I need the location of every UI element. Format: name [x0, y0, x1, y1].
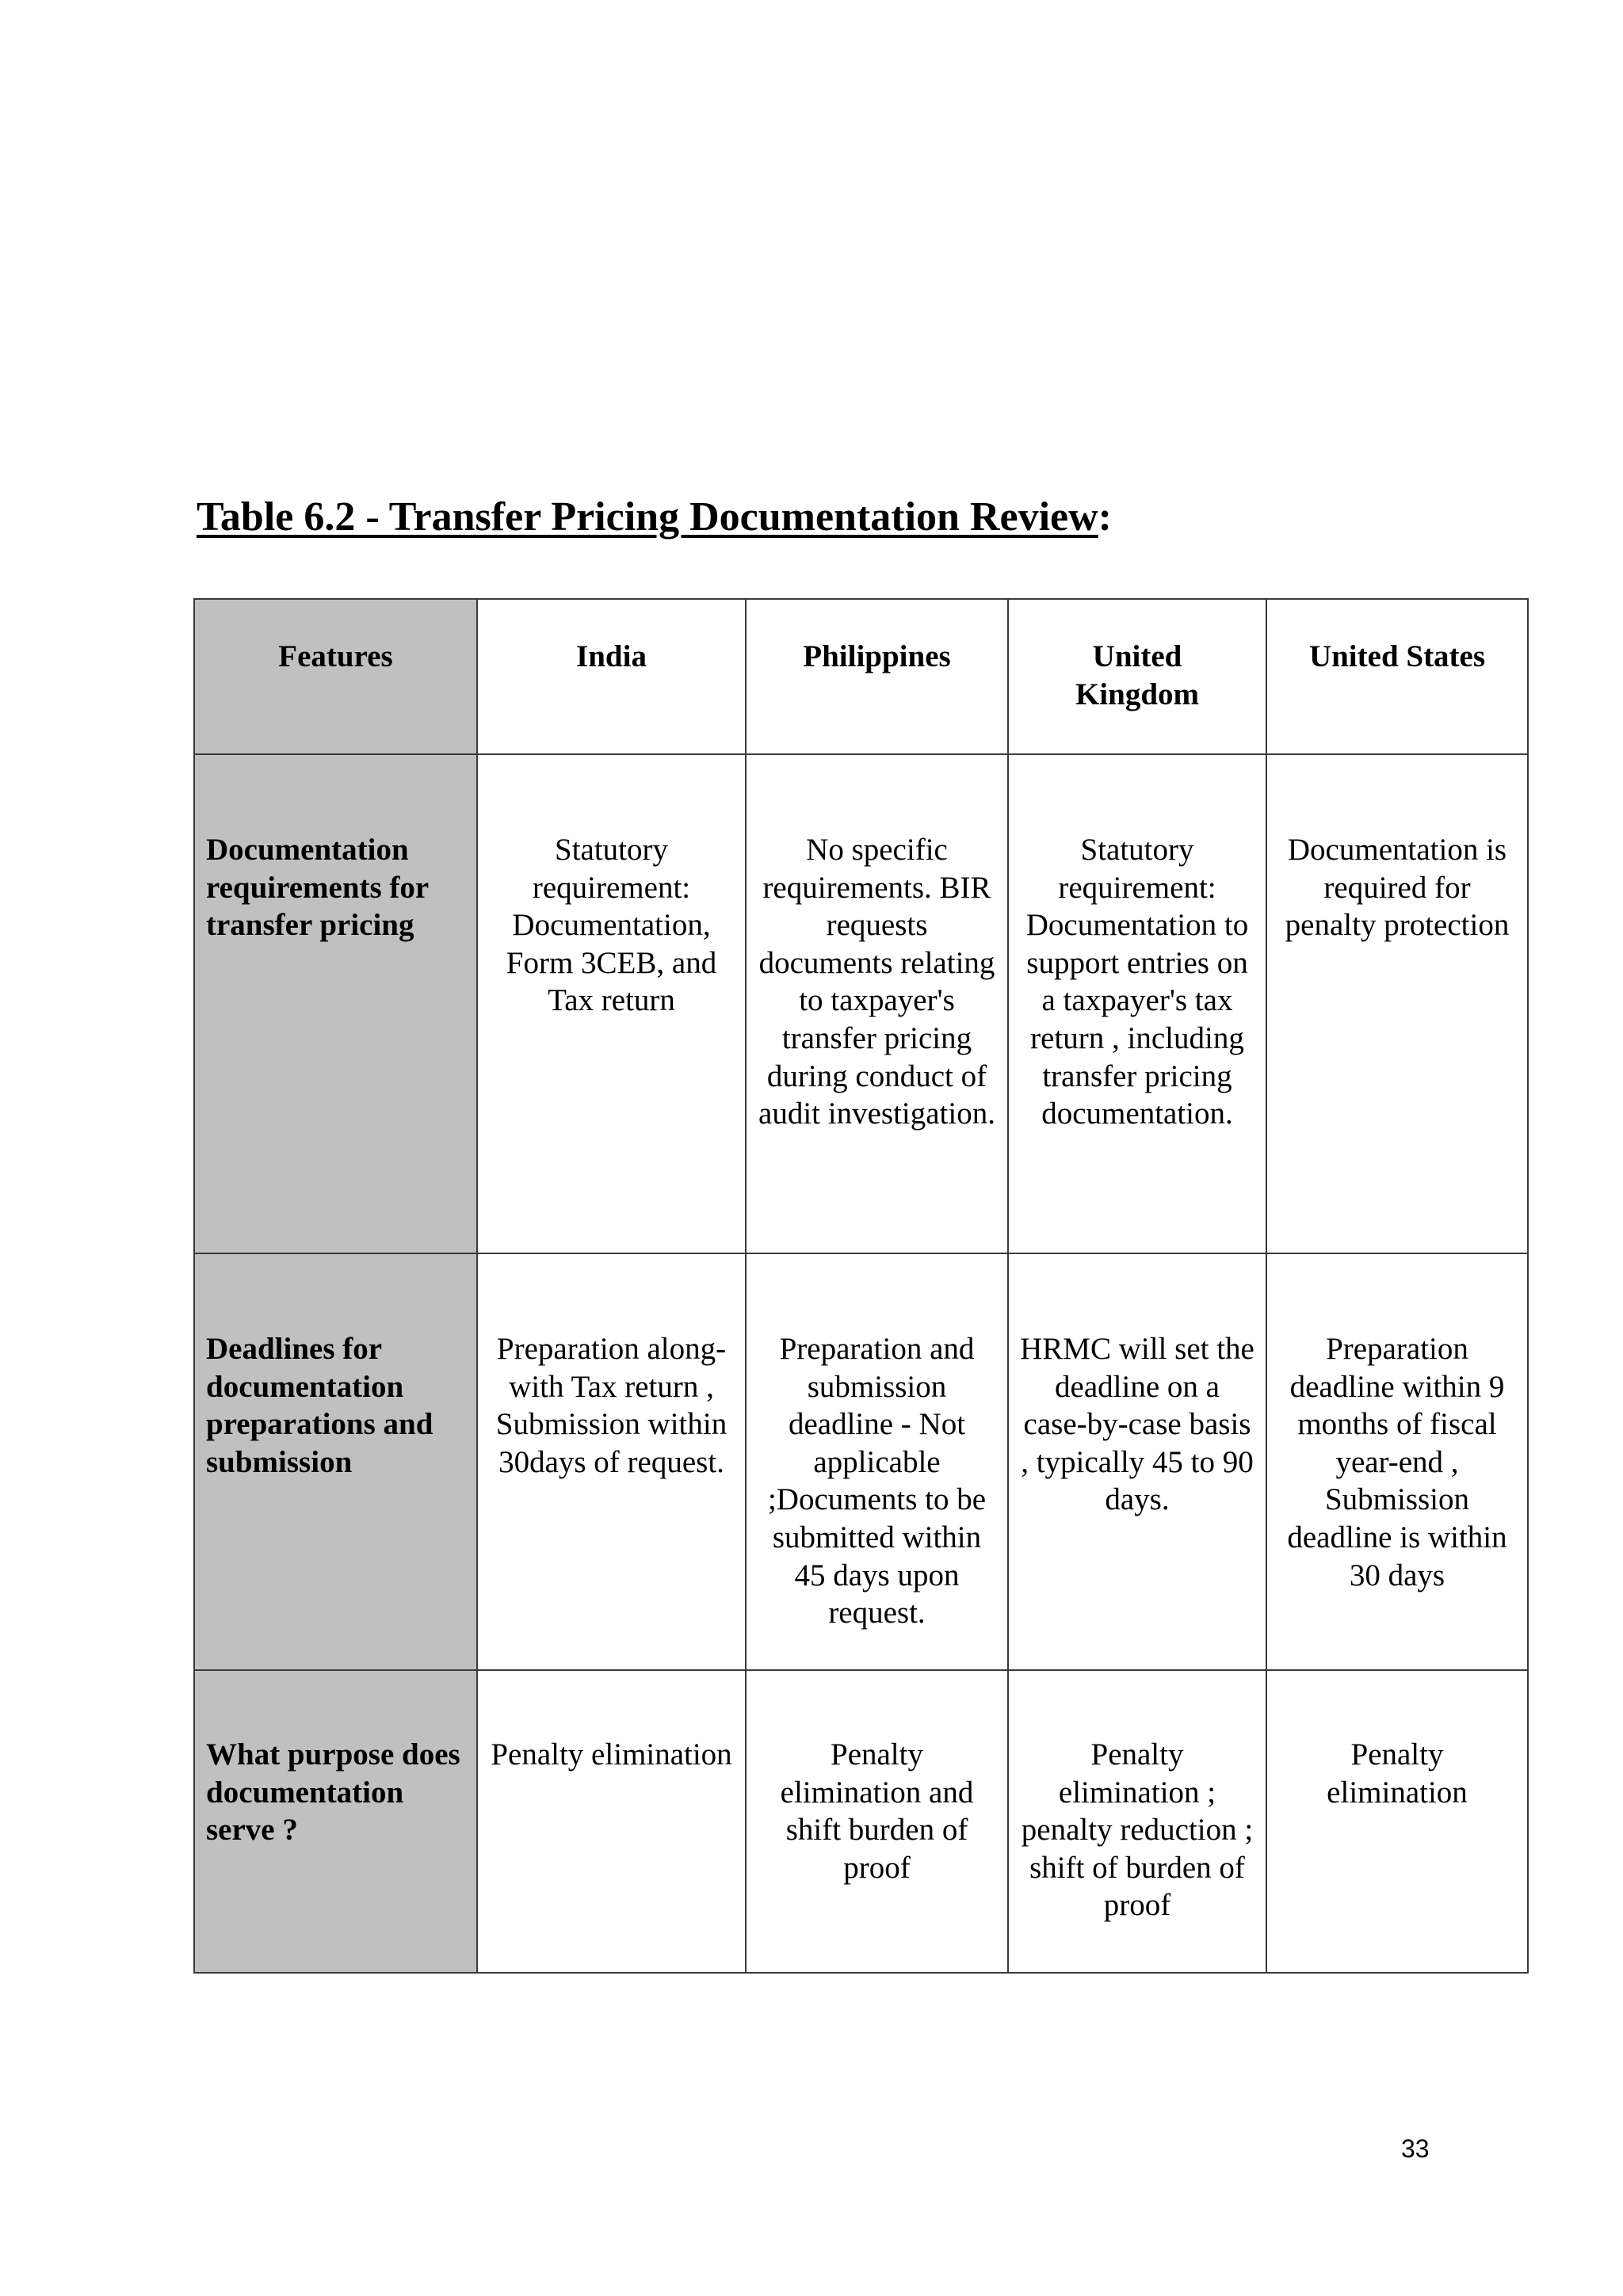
table-row [194, 1253, 1528, 1670]
cell-india-purpose: Penalty elimination [477, 1670, 746, 1973]
table-header-row [194, 599, 1528, 754]
column-header-philippines: Philippines [746, 599, 1008, 754]
table-title [197, 493, 1112, 542]
cell-india-deadlines: Preparation along-with Tax return , Submission within 30days of request. [477, 1253, 746, 1670]
table-title-suffix: : [1098, 494, 1112, 540]
page-number: 33 [1401, 2134, 1430, 2163]
column-header-united-states: United States [1266, 599, 1528, 754]
column-header-united-kingdom: United Kingdom [1008, 599, 1266, 754]
cell-philippines-requirements: No specific requirements. BIR requests documents relating to taxpayer's transfer pricing during conduct of audit investigation. [746, 754, 1008, 1253]
row-feature-purpose: What purpose does documentation serve ? [194, 1670, 477, 1973]
cell-philippines-purpose: Penalty elimination and shift burden of proof [746, 1670, 1008, 1973]
column-header-features: Features [194, 599, 477, 754]
cell-india-requirements: Statutory requirement: Documentation, Form 3CEB, and Tax return [477, 754, 746, 1253]
table-row [194, 754, 1528, 1253]
row-feature-documentation-requirements: Documentation requirements for transfer pricing [194, 754, 477, 1253]
cell-united-states-deadlines: Preparation deadline within 9 months of fiscal year-end , Submission deadline is within 30 days [1266, 1253, 1528, 1670]
table-title-text: Table 6.2 - Transfer Pricing Documentation Review [197, 494, 1098, 540]
cell-united-states-purpose: Penalty elimination [1266, 1670, 1528, 1973]
cell-united-kingdom-requirements: Statutory requirement: Documentation to support entries on a taxpayer's tax return , including transfer pricing documentation. [1008, 754, 1266, 1253]
table-row [194, 1670, 1528, 1973]
documentation-review-table [193, 598, 1529, 1974]
cell-united-kingdom-purpose: Penalty elimination ; penalty reduction ; shift of burden of proof [1008, 1670, 1266, 1973]
cell-united-kingdom-deadlines: HRMC will set the deadline on a case-by-case basis , typically 45 to 90 days. [1008, 1253, 1266, 1670]
column-header-india: India [477, 599, 746, 754]
cell-philippines-deadlines: Preparation and submission deadline - Not applicable ;Documents to be submitted within 45 days upon request. [746, 1253, 1008, 1670]
cell-united-states-requirements: Documentation is required for penalty protection [1266, 754, 1528, 1253]
row-feature-deadlines: Deadlines for documentation preparations and submission [194, 1253, 477, 1670]
